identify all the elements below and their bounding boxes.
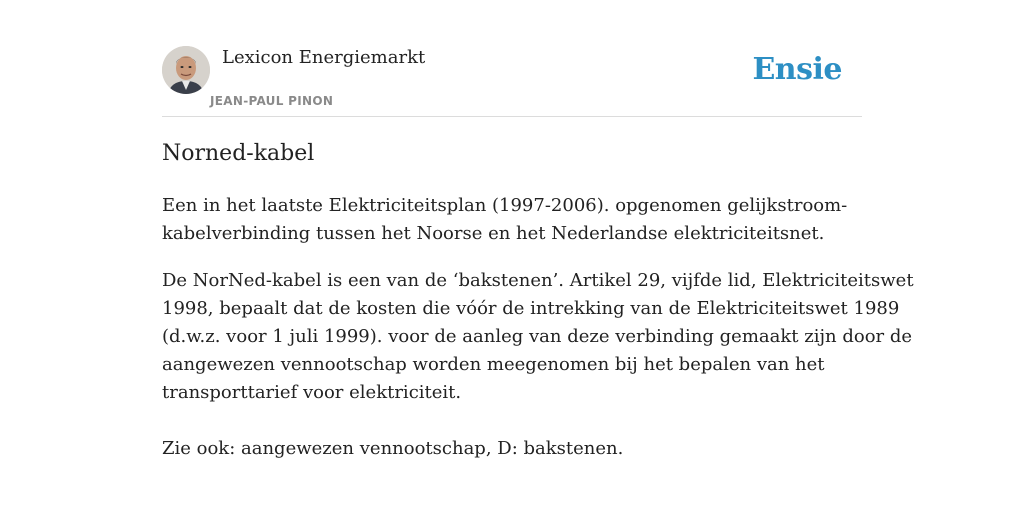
text-line: transporttarief voor elektriciteit. — [162, 382, 462, 403]
text-line: 1998, bepaalt dat de kosten die vóór de intrekking van de Elektriciteitswet 1989 — [162, 298, 900, 319]
entry-title: Norned-kabel — [162, 141, 315, 166]
author-avatar[interactable] — [162, 46, 210, 94]
text-line: De NorNed-kabel is een van de ‘bakstenen’. Artikel 29, vijfde lid, Elektriciteitswet — [162, 270, 914, 291]
entry-card — [162, 0, 914, 512]
see-also-text: Zie ook: aangewezen vennootschap, D: bakstenen. — [162, 438, 624, 459]
brand-logo[interactable]: Ensie — [752, 52, 842, 87]
entry-header — [162, 46, 862, 117]
text-line: aangewezen vennootschap worden meegenomen bij het bepalen van het — [162, 354, 825, 375]
see-also-paragraph — [162, 435, 862, 463]
text-line: Een in het laatste Elektriciteitsplan (1997-2006). opgenomen gelijkstroom- — [162, 195, 848, 216]
author-name[interactable]: JEAN-PAUL PINON — [210, 94, 334, 108]
text-line: (d.w.z. voor 1 juli 1999). voor de aanleg van deze verbinding gemaakt zijn door de — [162, 326, 913, 347]
definition-paragraph — [162, 192, 862, 248]
source-title[interactable]: Lexicon Energiemarkt — [222, 47, 426, 68]
author-portrait-icon — [162, 46, 210, 94]
explanation-paragraph — [162, 267, 914, 407]
text-line: kabelverbinding tussen het Noorse en het Nederlandse elektriciteitsnet. — [162, 223, 825, 244]
